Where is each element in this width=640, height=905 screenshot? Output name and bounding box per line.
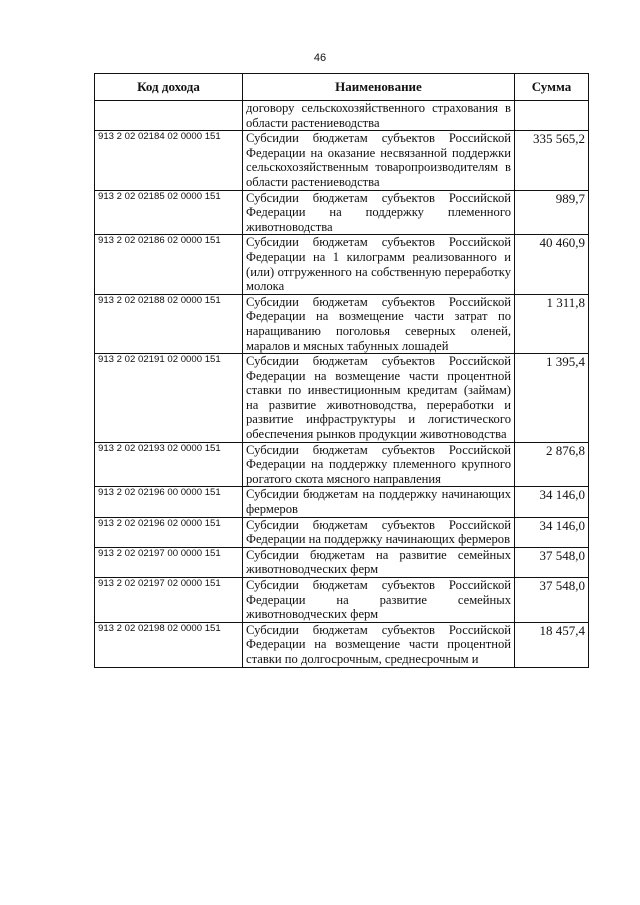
cell-code: 913 2 02 02197 02 0000 151 [95, 578, 243, 623]
cell-code: 913 2 02 02193 02 0000 151 [95, 442, 243, 487]
cell-code: 913 2 02 02196 02 0000 151 [95, 517, 243, 547]
cell-name: Субсидии бюджетам субъектов Российской Федерации на возмещение части процентной ставки по инвестиционным кредитам (займам) на развитие животноводства, переработки и развитие инфраструктуры и логистического обеспечения рынков продукции животноводства [243, 354, 515, 443]
cell-sum: 40 460,9 [515, 235, 589, 294]
cell-code [95, 101, 243, 131]
table-row [95, 578, 589, 623]
cell-code: 913 2 02 02184 02 0000 151 [95, 131, 243, 190]
cell-code: 913 2 02 02188 02 0000 151 [95, 294, 243, 353]
cell-name: Субсидии бюджетам субъектов Российской Федерации на возмещение части процентной ставки по долгосрочным, среднесрочным и [243, 622, 515, 667]
cell-sum: 2 876,8 [515, 442, 589, 487]
cell-sum: 37 548,0 [515, 578, 589, 623]
table-row [95, 235, 589, 294]
cell-name: Субсидии бюджетам на поддержку начинающих фермеров [243, 487, 515, 517]
table-row [95, 190, 589, 235]
cell-code: 913 2 02 02186 02 0000 151 [95, 235, 243, 294]
table-row [95, 547, 589, 577]
table-row [95, 354, 589, 443]
cell-sum: 18 457,4 [515, 622, 589, 667]
cell-code: 913 2 02 02185 02 0000 151 [95, 190, 243, 235]
cell-sum: 34 146,0 [515, 517, 589, 547]
cell-name: Субсидии бюджетам субъектов Российской Федерации на поддержку племенного животноводства [243, 190, 515, 235]
cell-sum: 989,7 [515, 190, 589, 235]
table-header-row [95, 74, 589, 101]
table-row [95, 622, 589, 667]
table-row [95, 101, 589, 131]
cell-name: Субсидии бюджетам на развитие семейных животноводческих ферм [243, 547, 515, 577]
table-row [95, 131, 589, 190]
header-name: Наименование [243, 74, 515, 101]
cell-name: договору сельскохозяйственного страхования в области растениеводства [243, 101, 515, 131]
table-row [95, 442, 589, 487]
header-sum: Сумма [515, 74, 589, 101]
cell-code: 913 2 02 02198 02 0000 151 [95, 622, 243, 667]
cell-sum: 335 565,2 [515, 131, 589, 190]
page-number: 46 [313, 52, 327, 64]
cell-sum: 1 395,4 [515, 354, 589, 443]
cell-code: 913 2 02 02197 00 0000 151 [95, 547, 243, 577]
cell-sum: 1 311,8 [515, 294, 589, 353]
cell-name: Субсидии бюджетам субъектов Российской Федерации на поддержку племенного крупного рогатого скота мясного направления [243, 442, 515, 487]
table-row [95, 487, 589, 517]
cell-name: Субсидии бюджетам субъектов Российской Федерации на 1 килограмм реализованного и (или) отгруженного на собственную переработку молока [243, 235, 515, 294]
cell-name: Субсидии бюджетам субъектов Российской Федерации на поддержку начинающих фермеров [243, 517, 515, 547]
cell-name: Субсидии бюджетам субъектов Российской Федерации на возмещение части затрат по наращиванию поголовья северных оленей, маралов и мясных табунных лошадей [243, 294, 515, 353]
cell-sum: 34 146,0 [515, 487, 589, 517]
table-row [95, 294, 589, 353]
cell-sum [515, 101, 589, 131]
cell-name: Субсидии бюджетам субъектов Российской Федерации на развитие семейных животноводческих ферм [243, 578, 515, 623]
cell-name: Субсидии бюджетам субъектов Российской Федерации на оказание несвязанной поддержки сельскохозяйственным товаропроизводителям в области растениеводства [243, 131, 515, 190]
cell-sum: 37 548,0 [515, 547, 589, 577]
cell-code: 913 2 02 02191 02 0000 151 [95, 354, 243, 443]
income-table [94, 73, 589, 668]
cell-code: 913 2 02 02196 00 0000 151 [95, 487, 243, 517]
table-row [95, 517, 589, 547]
header-code: Код дохода [95, 74, 243, 101]
